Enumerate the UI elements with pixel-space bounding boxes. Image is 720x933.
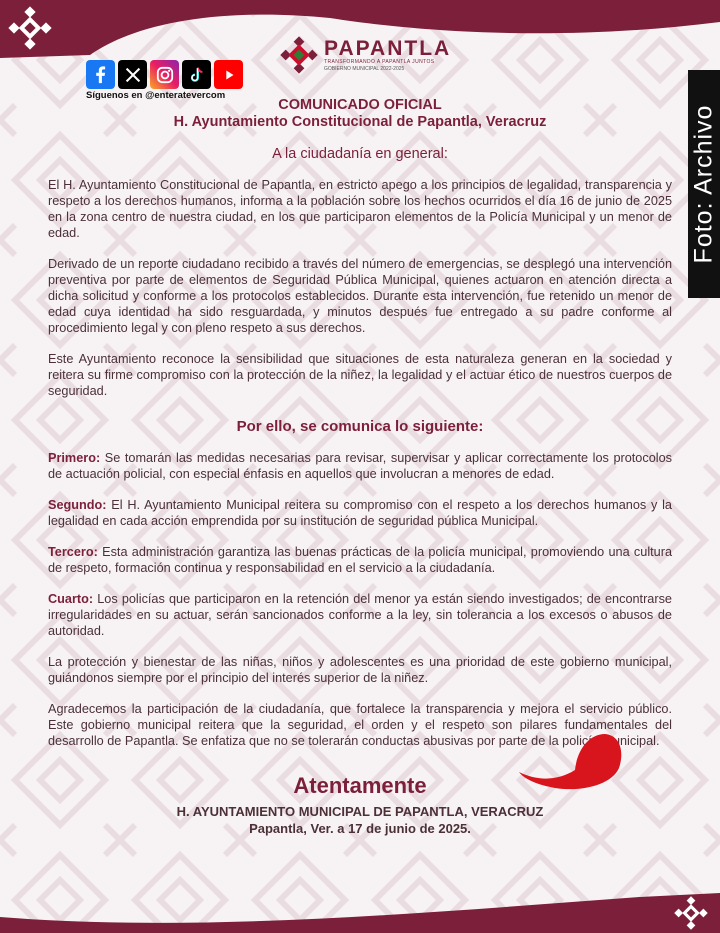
- paragraph-3: Este Ayuntamiento reconoce la sensibilidad que situaciones de esta naturaleza generan en la sociedad y reitera su firme compromiso con la protección de la niñez, la legalidad y el actuar ético de nuestros cuerpos de seguridad.: [48, 352, 672, 398]
- redaction-mark: [515, 730, 625, 792]
- por-ello-heading: Por ello, se comunica lo siguiente:: [236, 418, 484, 435]
- signature-line-2: Papantla, Ver. a 17 de junio de 2025.: [249, 821, 471, 836]
- item-text: Esta administración garantiza las buenas prácticas de la policía municipal, promoviendo una cultura de respeto, formación continua y responsabilidad en el servicio a la ciudadanía.: [48, 545, 672, 575]
- brand-name: PAPANTLA: [324, 36, 452, 60]
- item-segundo: [48, 497, 672, 529]
- doc-title: COMUNICADO OFICIAL: [278, 97, 442, 113]
- facebook-icon[interactable]: [86, 60, 115, 89]
- communique: [48, 97, 672, 837]
- greeting: A la ciudadanía en general:: [272, 146, 448, 162]
- item-label: Primero:: [48, 451, 101, 465]
- photo-credit-text: Foto: Archivo: [689, 104, 718, 264]
- doc-subtitle: H. Ayuntamiento Constitucional de Papantla, Veracruz: [173, 114, 547, 130]
- brand-sub: GOBIERNO MUNICIPAL 2022-2025: [324, 65, 405, 72]
- item-label: Cuarto:: [48, 592, 94, 606]
- item-label: Tercero:: [48, 545, 98, 559]
- paragraph-2: Derivado de un reporte ciudadano recibido a través del número de emergencias, se desplegó una intervención preventiva por parte de elementos de Seguridad Pública Municipal, quienes actuaron en atención directa a dicha solicitud y conforme a los protocolos establecidos. Durante esta intervención, fue retenido un menor de edad cuya identidad ha sido resguardada, y minutos después fue entregado a su padre conforme al procedimiento legal y con pleno respeto a sus derechos.: [48, 257, 672, 335]
- item-text: El H. Ayuntamiento Municipal reitera su compromiso con el respeto a los derechos humanos y la legalidad en cada acción emprendida por su institución de seguridad pública Municipal.: [48, 498, 672, 528]
- closing: Atentamente: [293, 773, 427, 798]
- item-label: Segundo:: [48, 498, 107, 512]
- x-icon[interactable]: [118, 60, 147, 89]
- corner-logo-top: [8, 6, 52, 50]
- paragraph-5: Agradecemos la participación de la ciudadanía, que fortalece la transparencia y mejora el servicio público. Este gobierno municipal reitera que la seguridad, el orden y el respeto son pilares fundamentales del desarrollo de Papantla. Se enfatiza que no se tolerarán conductas abusivas por parte de la policía municipal.: [48, 702, 672, 748]
- papantla-emblem-icon: [280, 36, 318, 74]
- papantla-logo: [280, 36, 451, 74]
- follow-text: Síguenos en @enteratevercom: [86, 90, 226, 101]
- signature-line-1: H. AYUNTAMIENTO MUNICIPAL DE PAPANTLA, VERACRUZ: [176, 804, 544, 819]
- youtube-icon[interactable]: [214, 60, 243, 89]
- item-text: Los policías que participaron en la retención del menor ya están siendo investigados; de encontrarse irregularidades en su actuar, serán sancionados conforme a la ley, sin tolerancia a los excesos o abusos de autoridad.: [48, 592, 672, 638]
- item-cuarto: [48, 591, 672, 639]
- instagram-icon[interactable]: [150, 60, 179, 89]
- item-tercero: [48, 544, 672, 576]
- bottom-band: [0, 873, 720, 933]
- paragraph-4: La protección y bienestar de las niñas, niños y adolescentes es una prioridad de este gobierno municipal, guiándonos siempre por el principio del interés superior de la niñez.: [48, 655, 672, 685]
- tiktok-icon[interactable]: [182, 60, 211, 89]
- social-badge: [86, 60, 243, 101]
- item-text: Se tomarán las medidas necesarias para revisar, supervisar y aplicar correctamente los protocolos de actuación policial, con especial énfasis en aquellos que involucran a menores de edad.: [48, 451, 672, 481]
- brand-tagline: TRANSFORMANDO A PAPANTLA JUNTOS: [324, 58, 435, 65]
- corner-logo-bottom: [674, 896, 708, 930]
- photo-credit: [688, 70, 720, 298]
- item-primero: [48, 450, 672, 482]
- paragraph-1: El H. Ayuntamiento Constitucional de Papantla, en estricto apego a los principios de legalidad, transparencia y respeto a los derechos humanos, informa a la población sobre los hechos ocurridos el día 16 de junio de 2025 en la zona centro de nuestra ciudad, en los que participaron elementos de la Policía Municipal y un menor de edad.: [48, 178, 672, 240]
